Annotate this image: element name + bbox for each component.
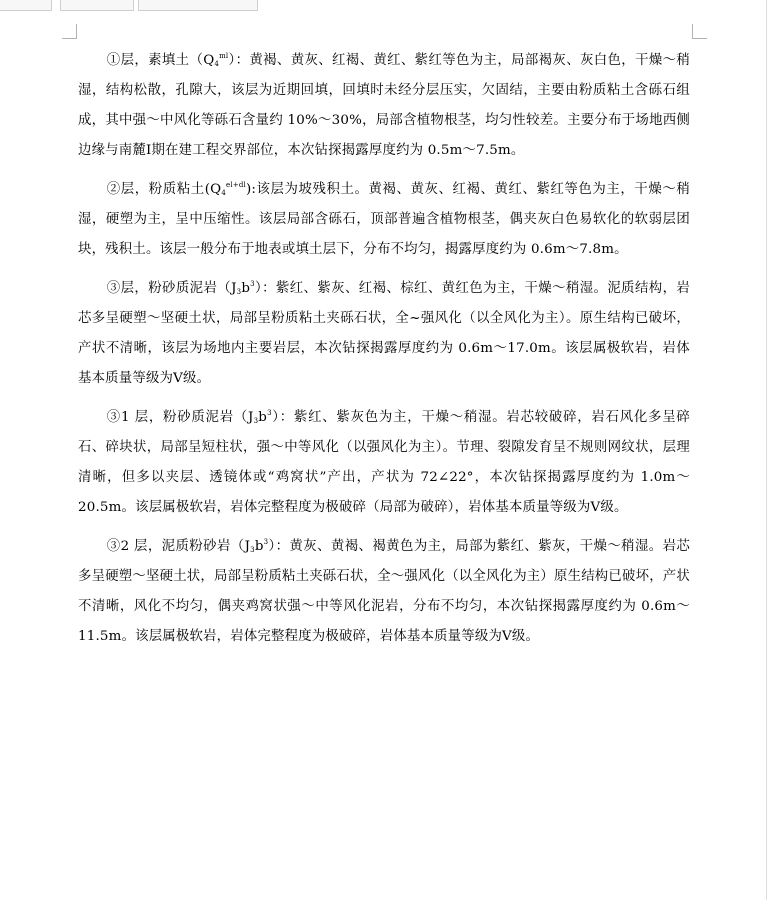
layer-label: ③层，粉砂质泥岩（J bbox=[106, 281, 237, 296]
superscript: ml bbox=[219, 52, 229, 60]
superscript: el+dl bbox=[226, 181, 246, 189]
formation-code: b bbox=[241, 281, 251, 296]
paragraph-text: ）：紫红、紫灰、红褐、棕红、黄红色为主，干燥～稍湿。泥质结构，岩芯多呈硬塑～坚硬土状，局部呈粉质粘土夹砾石状，全~强风化（以全风化为主）。原生结构已破坏，产状不清晰，该层为场地内主要岩层，本次钻探揭露厚度约为 0.6m～17.0m。该层属极软岩，岩体基本质量等级为Ⅴ级。 bbox=[78, 281, 690, 386]
subscript: 3 bbox=[253, 417, 259, 425]
layer-label: ③1 层，粉砂质泥岩（J bbox=[106, 410, 254, 425]
subscript: 4 bbox=[221, 189, 227, 197]
paragraph-layer-3-2 bbox=[78, 532, 690, 652]
formation-code: b bbox=[254, 539, 264, 554]
page-edge bbox=[766, 0, 767, 900]
crop-mark-top-left bbox=[62, 24, 77, 39]
superscript: 3 bbox=[263, 538, 269, 546]
paragraph-text: ）：黄灰、黄褐、褐黄色为主，局部为紫红、紫灰，干燥～稍湿。岩芯多呈硬塑～坚硬土状，局部呈粉质粘土夹砾石状，全～强风化（以全风化为主）原生结构已破坏，产状不清晰，风化不均匀，偶夹鸡窝状强～中等风化泥岩，分布不均匀，本次钻探揭露厚度约为 0.6m～11.5m。该层属极软岩，岩体完整程度为极破碎，岩体基本质量等级为Ⅴ级。 bbox=[78, 539, 691, 644]
paragraph-layer-3-1 bbox=[78, 403, 690, 523]
layer-label: ③2 层，泥质粉砂岩（J bbox=[106, 539, 251, 554]
formation-code: b bbox=[258, 410, 268, 425]
layer-label: ①层，素填土（Q bbox=[106, 53, 215, 68]
layer-label: ②层，粉质粘土(Q bbox=[106, 182, 222, 197]
paragraph-layer-2 bbox=[78, 175, 690, 265]
paragraph-text: ）：黄褐、黄灰、红褐、黄红、紫红等色为主，局部褐灰、灰白色，干燥～稍湿，结构松散，孔隙大，该层为近期回填，回填时未经分层压实，欠固结，主要由粉质粘土含砾石组成，其中强～中风化等砾石含量约 10%～30%，局部含植物根茎，均匀性较差。主要分布于场地西侧边缘与南麓Ⅰ期在建工程交界部位，本次钻探揭露厚度约为 0.5m～7.5m。 bbox=[78, 53, 690, 158]
subscript: 3 bbox=[236, 288, 242, 296]
subscript: 3 bbox=[250, 546, 255, 554]
paragraph-text: ):该层为坡残积土。黄褐、黄灰、红褐、黄红、紫红等色为主，干燥～稍湿，硬塑为主，呈中压缩性。该层局部含砾石，顶部普遍含植物根茎，偶夹灰白色易软化的软弱层团块，残积土。该层一般分布于地表或填土层下，分布不均匀，揭露厚度约为 0.6m～7.8m。 bbox=[78, 182, 690, 257]
toolbar-tab[interactable] bbox=[0, 0, 52, 11]
superscript: 3 bbox=[250, 280, 255, 288]
subscript: 4 bbox=[214, 60, 220, 68]
paragraph-text: ）：紫红、紫灰色为主，干燥～稍湿。岩芯较破碎，岩石风化多呈碎石、碎块状，局部呈短柱状，强～中等风化（以强风化为主）。节理、裂隙发育呈不规则网纹状，层理清晰，但多以夹层、透镜体或“鸡窝状”产出，产状为 72∠22°，本次钻探揭露厚度约为 1.0m～20.5m。该层属极软岩，岩体完整程度为极破碎（局部为破碎），岩体基本质量等级为Ⅴ级。 bbox=[78, 410, 690, 515]
paragraph-layer-1 bbox=[78, 46, 690, 166]
superscript: 3 bbox=[267, 409, 272, 417]
toolbar-tab[interactable] bbox=[138, 0, 258, 11]
crop-mark-top-right bbox=[692, 24, 707, 39]
toolbar-strip bbox=[0, 0, 782, 14]
document-body bbox=[78, 46, 690, 661]
toolbar-tab[interactable] bbox=[60, 0, 134, 11]
paragraph-layer-3 bbox=[78, 274, 690, 394]
